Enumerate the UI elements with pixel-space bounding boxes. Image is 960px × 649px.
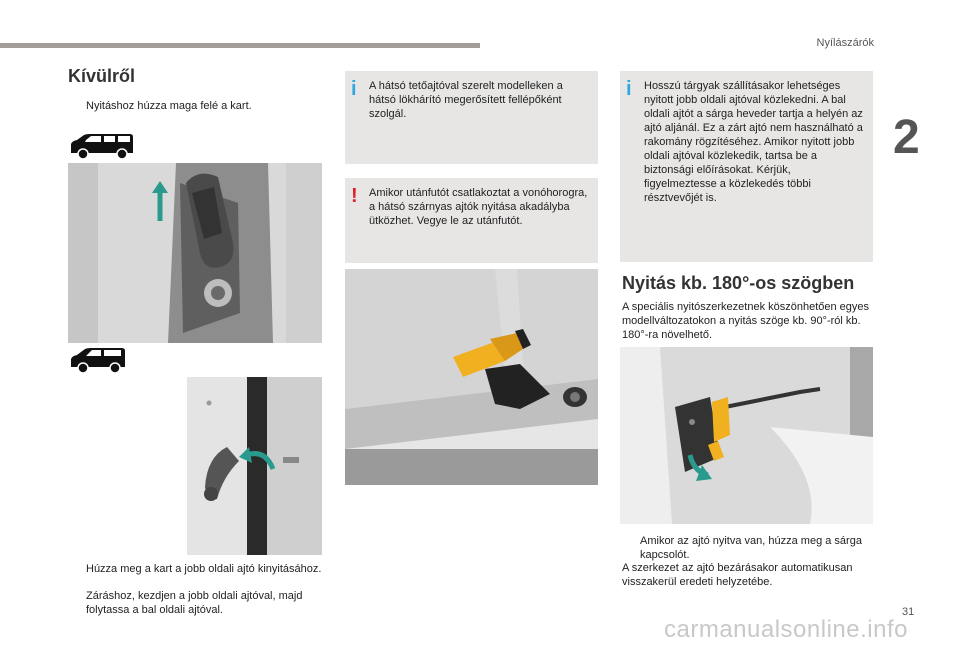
section-title: Nyílászárók	[816, 37, 874, 49]
chapter-number: 2	[893, 111, 920, 164]
rear-door-handle-photo-2	[187, 377, 322, 555]
header-rule	[0, 43, 480, 48]
info-icon: i	[626, 78, 632, 100]
bullet-closing-order: Záráshoz, kezdjen a jobb oldali ajtóval, majd folytassa a bal oldali ajtóval.	[86, 590, 303, 616]
info-note-text: A hátsó tetőajtóval szerelt modelleken a hátsó lökhárító megerősített fellépőként szolgál.	[369, 80, 563, 120]
info-note-long-items-text: Hosszú tárgyak szállításakor lehetséges nyitott jobb oldali ajtóval közlekedni. A bal oldali ajtót a sárga heveder tartja a helyén az ajtó aljánál. Ez a zárt ajtó nem használható a rakomány rögzítéséhez. Amikor nyitott jobb oldali ajtóval közlekedik, tartsa be a biztonsági előírásokat. Kérjük, figyelmeztesse a közlekedés többi résztvevőjét is.	[644, 80, 863, 204]
heading-outside: Kívülről	[68, 66, 136, 86]
watermark: carmanualsonline.info	[664, 616, 908, 643]
van-short-icon	[68, 345, 128, 375]
rear-step-photo	[345, 269, 598, 485]
bullet-open-outside: Nyitáshoz húzza maga felé a kart.	[86, 100, 252, 112]
warning-icon: !	[351, 185, 358, 207]
heading-open-180: Nyitás kb. 180°-os szögben	[622, 273, 855, 293]
door-180-mechanism-photo	[620, 347, 873, 524]
page-number: 31	[902, 606, 915, 618]
bullet-pull-handle: Húzza meg a kart a jobb oldali ajtó kinyitásához.	[86, 563, 322, 575]
closing-paragraph: A szerkezet az ajtó bezárásakor automatikusan visszakerül eredeti helyzetébe.	[622, 562, 853, 588]
info-note-long-items-box	[620, 71, 873, 262]
info-icon: i	[351, 78, 357, 100]
warning-note-box	[345, 178, 598, 263]
rear-door-handle-photo-1	[68, 163, 322, 343]
intro-180-paragraph: A speciális nyitószerkezetnek köszönhetően egyes modellváltozatokon a nyitás szöge kb. 90°-ról kb. 180°-ra növelhető.	[622, 301, 870, 341]
bullet-pull-yellow-switch: Amikor az ajtó nyitva van, húzza meg a sárga kapcsolót.	[640, 535, 862, 561]
info-note-box	[345, 71, 598, 164]
van-long-icon	[68, 131, 136, 161]
warning-note-text: Amikor utánfutót csatlakoztat a vonóhorogra, a hátsó szárnyas ajtók nyitása akadályba ütközhet. Vegye le az utánfutót.	[369, 187, 588, 227]
